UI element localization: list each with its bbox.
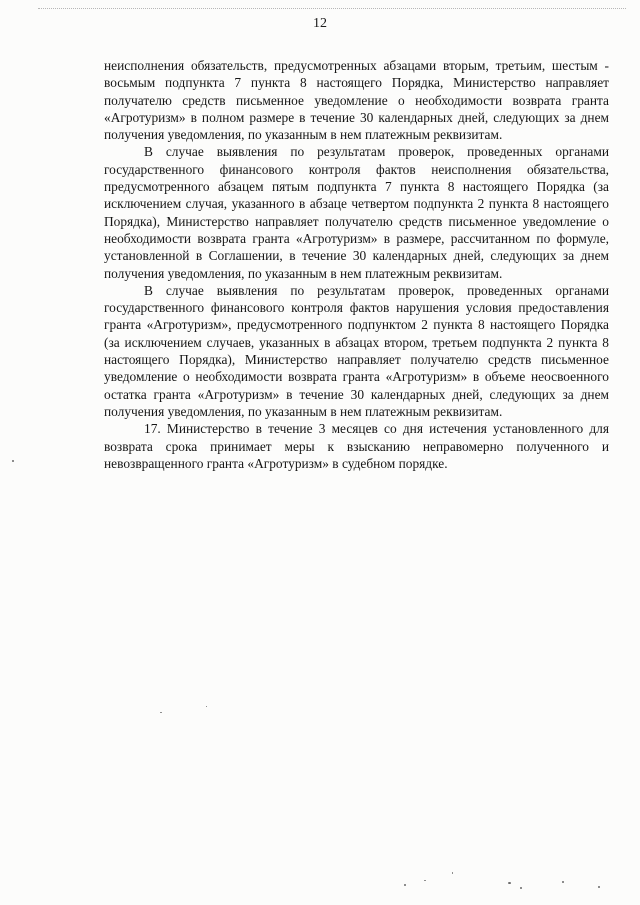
- scan-speck: [452, 872, 453, 874]
- scan-speck: [562, 881, 564, 883]
- paragraph-continuation: неисполнения обязательств, предусмотренных абзацами вторым, третьим, шестым - восьмым подпункта 7 пункта 8 настоящего Порядка, Министерство направляет получателю средств письменное уведомление о необходимости возврата гранта «Агротуризм» в полном размере в течение 30 календарных дней, следующих за днем получения уведомления, по указанным в нем платежным реквизитам.: [104, 58, 609, 143]
- scan-speck: [424, 880, 426, 881]
- scan-speck: [508, 882, 511, 884]
- paragraph-clause-17: 17. Министерство в течение 3 месяцев со дня истечения установленного для возврата срока принимает меры к взысканию неправомерно полученного и невозвращенного гранта «Агротуризм» в судебном порядке.: [104, 421, 609, 471]
- scan-speck: [206, 706, 207, 707]
- scan-speck: [520, 887, 522, 889]
- scan-speck: [12, 460, 14, 462]
- scan-speck: [598, 886, 600, 888]
- scan-speck: [160, 712, 162, 713]
- document-body: [104, 57, 609, 472]
- top-edge-rule: [38, 8, 626, 9]
- scan-speck: [404, 884, 406, 886]
- paragraph-financial-control-condition: В случае выявления по результатам проверок, проведенных органами государственного финансового контроля фактов нарушения условия предоставления гранта «Агротуризм», предусмотренного подпунктом 2 пункта 8 настоящего Порядка (за исключением случаев, указанных в абзацах втором, третьем подпункта 2 пункта 8 настоящего Порядка), Министерство направляет получателю средств письменное уведомление о необходимости возврата гранта «Агротуризм» в объеме неосвоенного остатка гранта «Агротуризм» в течение 30 календарных дней, следующих за днем получения уведомления, по указанным в нем платежным реквизитам.: [104, 282, 609, 419]
- page-number: 12: [313, 16, 327, 31]
- paragraph-financial-control-obligation: В случае выявления по результатам проверок, проведенных органами государственного финансового контроля фактов неисполнения обязательства, предусмотренного абзацем пятым подпункта 7 пункта 8 настоящего Порядка (за исключением случая, указанного в абзаце четвертом подпункта 2 пункта 8 настоящего Порядка), Министерство направляет получателю средств письменное уведомление о необходимости возврата гранта «Агротуризм» в размере, рассчитанном по формуле, установленной в Соглашении, в течение 30 календарных дней, следующих за днем получения уведомления, по указанным в нем платежным реквизитам.: [104, 144, 609, 281]
